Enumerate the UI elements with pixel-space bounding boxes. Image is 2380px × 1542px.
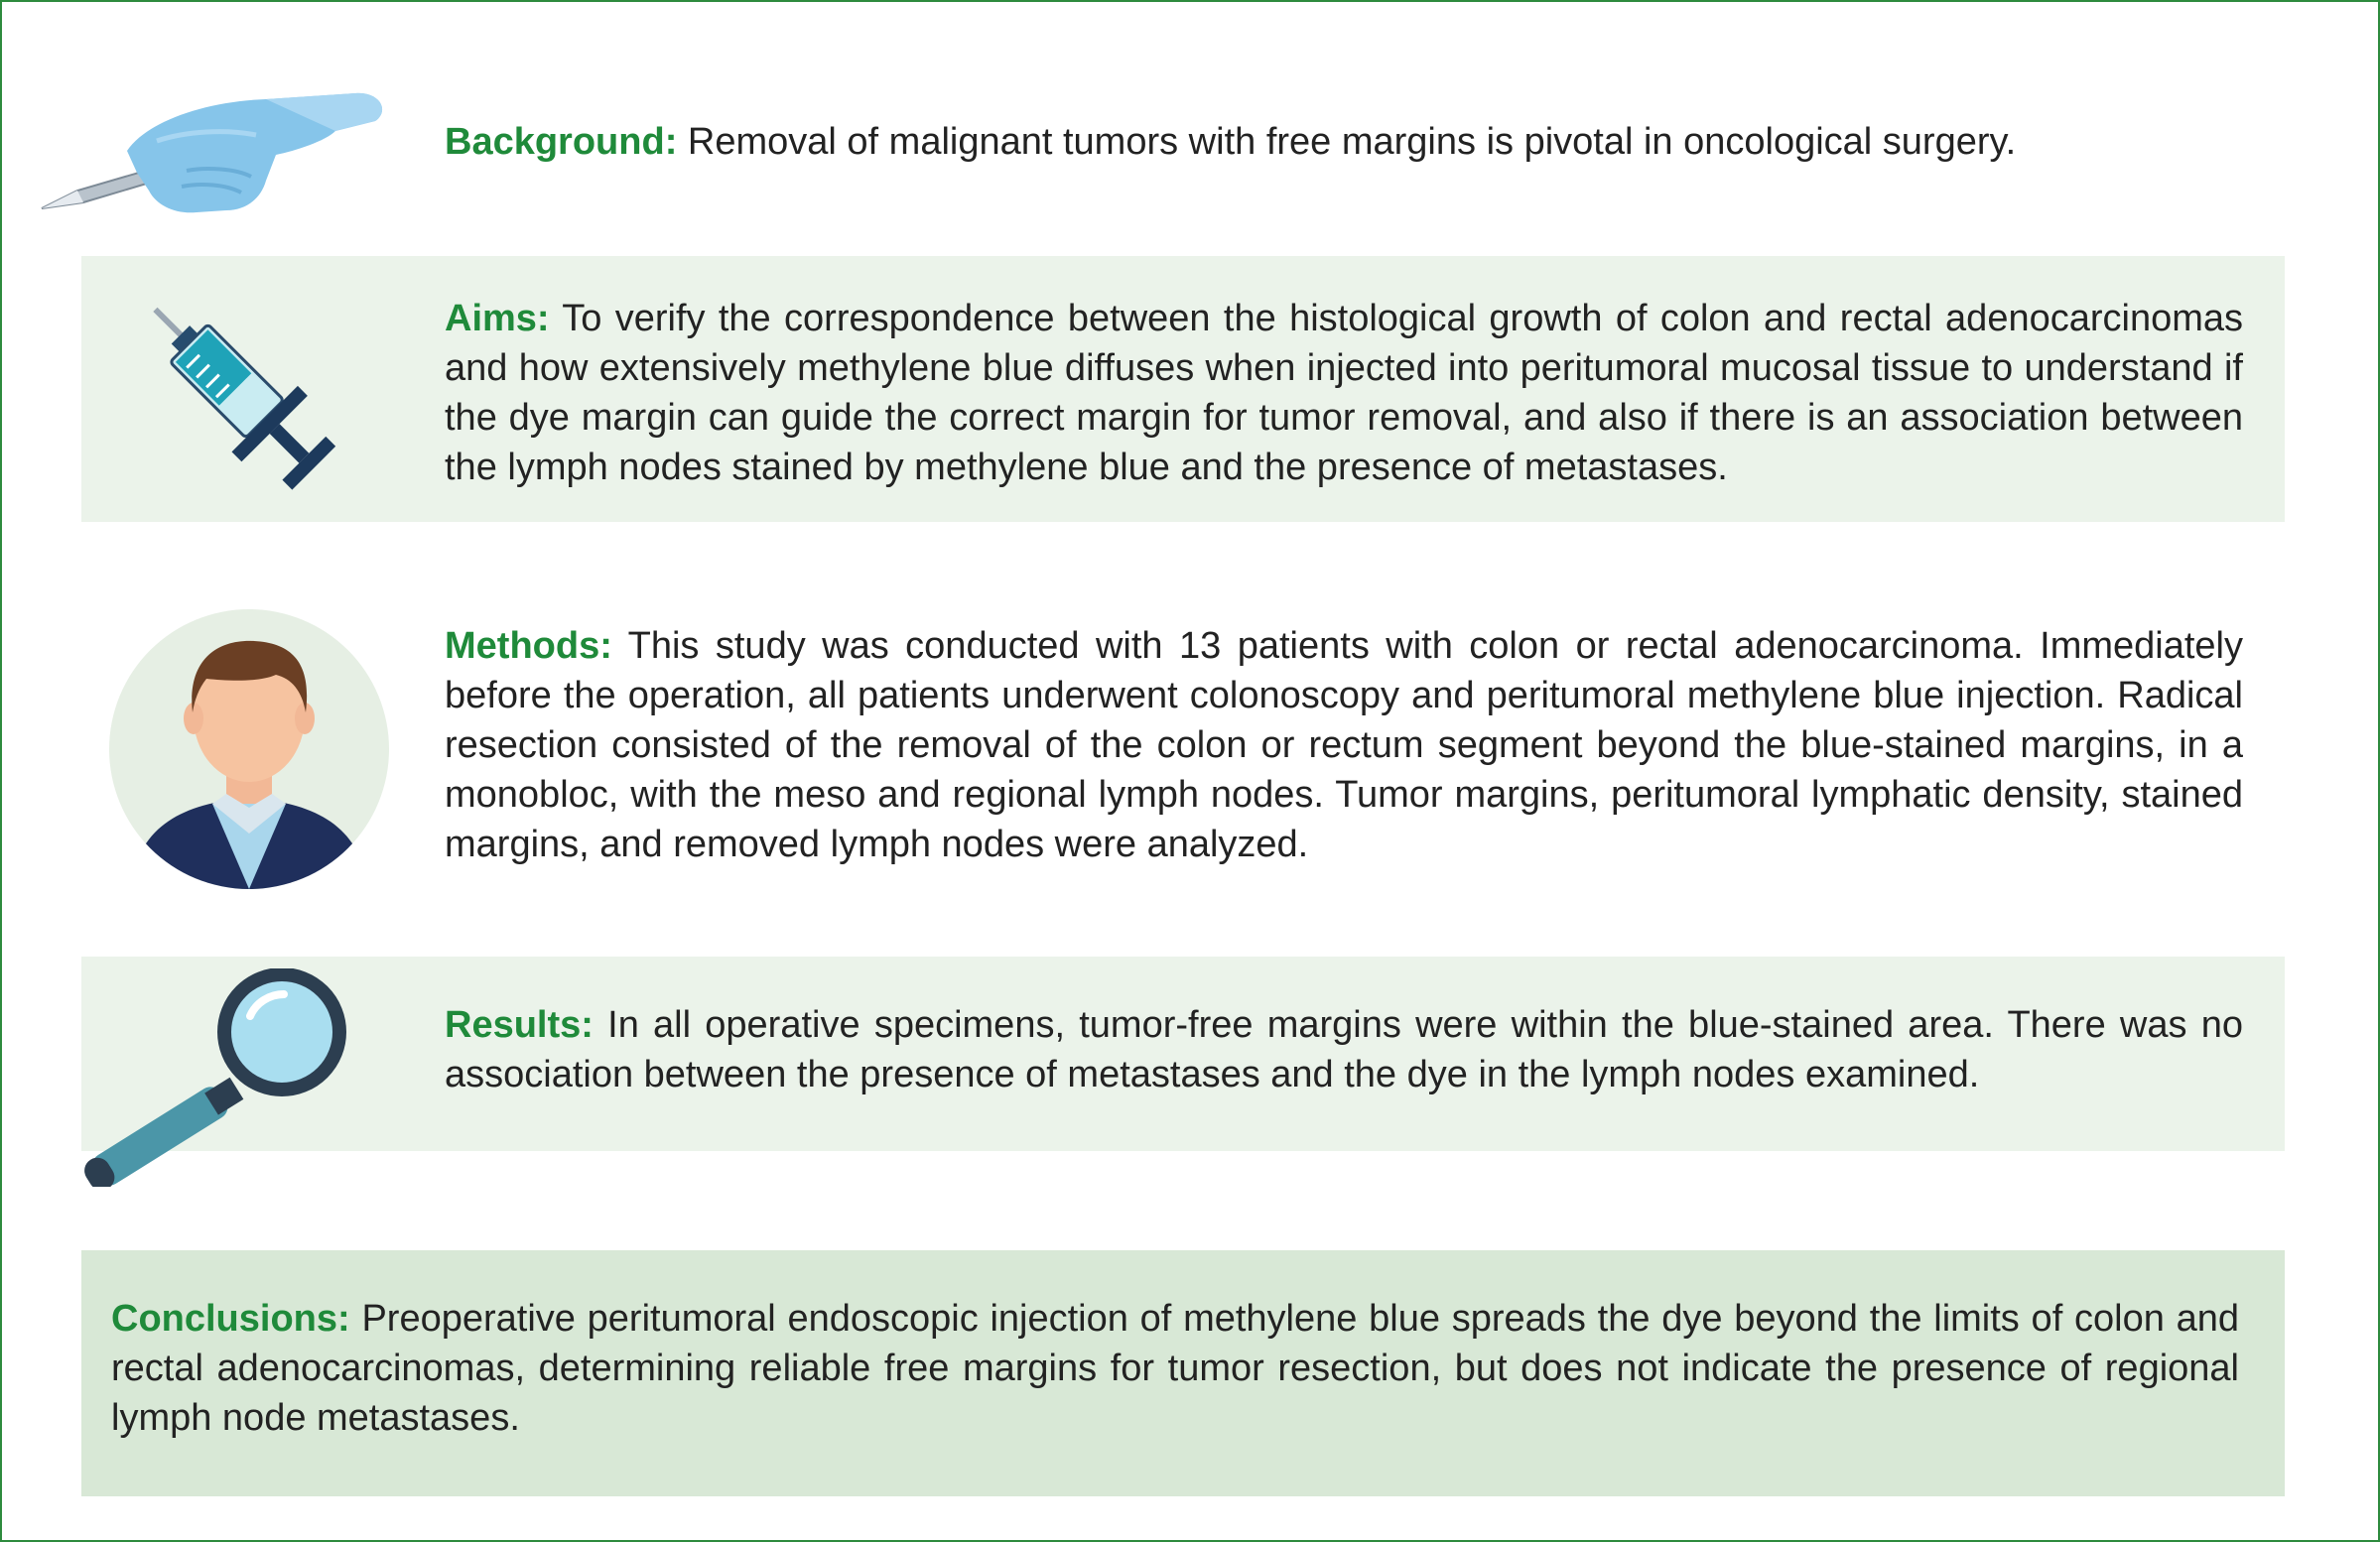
methods-paragraph [445, 621, 2243, 869]
background-section [2, 42, 2378, 240]
methods-section [2, 597, 2378, 915]
conclusions-heading: Conclusions: [111, 1298, 350, 1340]
magnifying-glass-icon [66, 968, 363, 1187]
aims-paragraph [445, 294, 2243, 492]
background-text: Removal of malignant tumors with free margins is pivotal in oncological surgery. [687, 121, 2017, 163]
conclusions-paragraph [111, 1294, 2239, 1443]
background-paragraph [445, 117, 2261, 167]
methods-text: This study was conducted with 13 patients with colon or rectal adenocarcinoma. Immediately before the operation, all patients underwent colonoscopy and peritumoral methylene blue injection. Radical resection consisted of the removal of the colon or rectum segment beyond the blue-stained margins, in a monobloc, with the meso and regional lymph nodes. Tumor margins, peritumoral lymphatic density, stained margins, and removed lymph nodes were analyzed. [445, 625, 2243, 865]
aims-section [81, 256, 2285, 522]
methods-heading: Methods: [445, 625, 612, 667]
scalpel-hand-icon [38, 81, 395, 230]
background-heading: Background: [445, 121, 678, 163]
results-heading: Results: [445, 1004, 594, 1046]
syringe-icon [121, 274, 359, 512]
results-section [81, 957, 2285, 1151]
aims-text: To verify the correspondence between the histological growth of colon and rectal adenocarcinomas and how extensively methylene blue diffuses when injected into peritumoral mucosal tissue to understand if the dye margin can guide the correct margin for tumor removal, and also if there is an association between the lymph nodes stained by methylene blue and the presence of metastases. [445, 298, 2244, 488]
conclusions-text: Preoperative peritumoral endoscopic injection of methylene blue spreads the dye beyond the limits of colon and rectal adenocarcinomas, determining reliable free margins for tumor resection, but does not indicate the presence of regional lymph node metastases. [111, 1298, 2239, 1439]
results-paragraph [445, 1000, 2243, 1099]
person-avatar-icon [109, 609, 389, 889]
conclusions-section [81, 1250, 2285, 1496]
aims-heading: Aims: [445, 298, 550, 339]
results-text: In all operative specimens, tumor-free margins were within the blue-stained area. There was no association between the presence of metastases and the dye in the lymph nodes examined. [445, 1004, 2243, 1095]
